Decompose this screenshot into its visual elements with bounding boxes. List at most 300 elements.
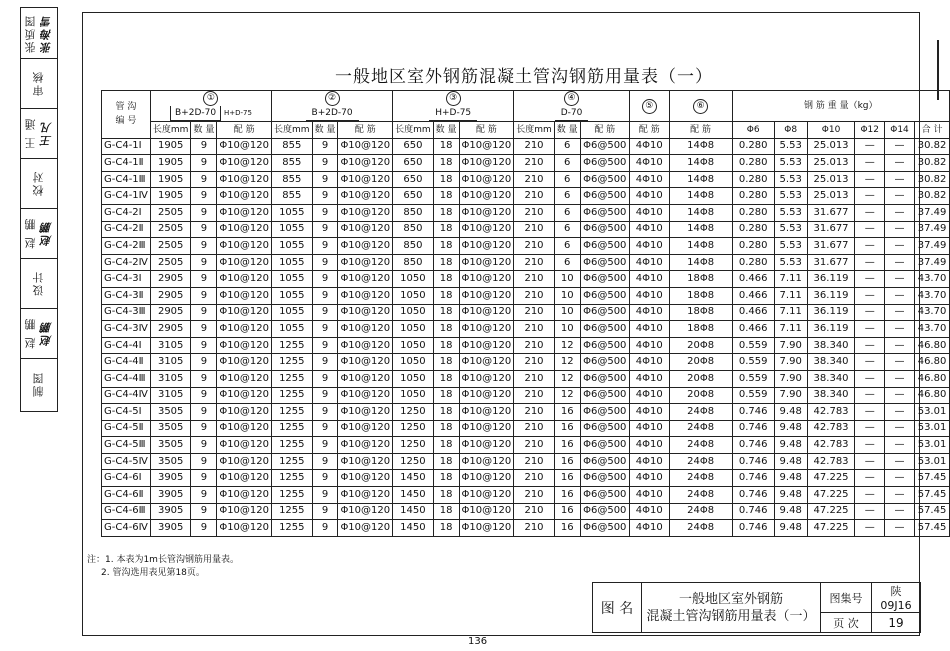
table-cell: 24Φ8 — [669, 437, 732, 454]
design-label: 设计 — [32, 270, 45, 296]
atlas-label: 图集号 — [821, 583, 872, 613]
table-cell: 18 — [433, 155, 459, 172]
header-weight-phi6: Φ6 — [732, 122, 774, 139]
table-cell: Φ10@120 — [459, 188, 514, 205]
table-cell: 16 — [554, 420, 580, 437]
table-cell: — — [855, 204, 885, 221]
table-cell: 1050 — [393, 370, 434, 387]
table-cell: 210 — [514, 221, 555, 238]
table-cell: Φ10@120 — [217, 487, 272, 504]
table-cell: — — [855, 520, 885, 537]
table-cell: 9.48 — [774, 520, 807, 537]
table-cell: — — [855, 420, 885, 437]
table-body — [102, 138, 950, 536]
table-cell: 47.225 — [807, 487, 855, 504]
table-cell: 850 — [393, 238, 434, 255]
table-cell: Φ6@500 — [580, 420, 629, 437]
table-cell: 43.70 — [915, 271, 950, 288]
header-count-3: 数 量 — [433, 122, 459, 139]
table-cell: Φ10@120 — [338, 138, 393, 155]
table-row — [102, 321, 950, 338]
table-cell: 1255 — [272, 387, 313, 404]
table-cell: — — [855, 503, 885, 520]
table-cell: Φ10@120 — [338, 221, 393, 238]
header-weight-phi14: Φ14 — [885, 122, 915, 139]
table-cell: — — [885, 287, 915, 304]
table-cell: 210 — [514, 204, 555, 221]
table-cell: 850 — [393, 204, 434, 221]
table-cell: 37.49 — [915, 221, 950, 238]
table-cell: 42.783 — [807, 453, 855, 470]
table-cell: G-C4-1Ⅰ — [102, 138, 151, 155]
table-cell: 0.746 — [732, 470, 774, 487]
table-cell: Φ10@120 — [217, 138, 272, 155]
table-cell: 4Φ10 — [629, 271, 669, 288]
table-cell: Φ6@500 — [580, 271, 629, 288]
table-cell: 31.677 — [807, 204, 855, 221]
table-cell: Φ10@120 — [459, 520, 514, 537]
table-cell: 24Φ8 — [669, 453, 732, 470]
table-cell: 4Φ10 — [629, 221, 669, 238]
table-cell: 850 — [393, 221, 434, 238]
table-row — [102, 437, 950, 454]
table-cell: 3505 — [150, 420, 191, 437]
table-cell: 210 — [514, 271, 555, 288]
table-cell: G-C4-4Ⅱ — [102, 354, 151, 371]
bar-1-side: H+D-75 — [223, 109, 252, 117]
review-cell — [21, 58, 57, 109]
table-cell: 4Φ10 — [629, 487, 669, 504]
table-cell: 650 — [393, 171, 434, 188]
table-cell: — — [855, 404, 885, 421]
table-cell: Φ10@120 — [459, 221, 514, 238]
table-cell: 20Φ8 — [669, 387, 732, 404]
header-bar-2 — [272, 91, 393, 122]
table-cell: 1055 — [272, 204, 313, 221]
table-cell: 9 — [312, 420, 338, 437]
table-cell: 38.340 — [807, 354, 855, 371]
table-cell: 0.280 — [732, 204, 774, 221]
table-cell: 12 — [554, 387, 580, 404]
table-cell: Φ10@120 — [338, 271, 393, 288]
table-cell: 9 — [312, 271, 338, 288]
table-cell: Φ10@120 — [459, 453, 514, 470]
table-cell: 1055 — [272, 287, 313, 304]
table-cell: 37.49 — [915, 238, 950, 255]
table-cell: Φ10@120 — [217, 404, 272, 421]
table-cell: Φ6@500 — [580, 453, 629, 470]
table-cell: 1255 — [272, 503, 313, 520]
table-cell: 210 — [514, 337, 555, 354]
table-cell: 7.90 — [774, 354, 807, 371]
table-cell: 37.49 — [915, 204, 950, 221]
header-id-label: 编 号 — [115, 116, 137, 127]
header-bar-5 — [629, 91, 669, 122]
table-cell: 38.340 — [807, 370, 855, 387]
table-cell: 18Φ8 — [669, 304, 732, 321]
table-cell: 14Φ8 — [669, 138, 732, 155]
table-cell: Φ10@120 — [217, 254, 272, 271]
table-cell: Φ10@120 — [338, 470, 393, 487]
table-cell: — — [885, 254, 915, 271]
table-cell: 46.80 — [915, 370, 950, 387]
table-cell: Φ6@500 — [580, 254, 629, 271]
table-cell: 30.82 — [915, 188, 950, 205]
table-cell: Φ10@120 — [338, 155, 393, 172]
table-cell: 14Φ8 — [669, 254, 732, 271]
notes — [87, 554, 239, 580]
table-cell: 6 — [554, 188, 580, 205]
bar-2-number: ② — [325, 91, 340, 106]
drafting-label: 制图 — [32, 371, 45, 397]
table-cell: Φ10@120 — [459, 204, 514, 221]
table-cell: 1055 — [272, 321, 313, 338]
table-cell: 4Φ10 — [629, 155, 669, 172]
table-cell: 2905 — [150, 304, 191, 321]
header-length-1: 长度mm — [150, 122, 191, 139]
table-cell: 9 — [312, 287, 338, 304]
table-cell: 1905 — [150, 138, 191, 155]
table-cell: 10 — [554, 321, 580, 338]
table-cell: 9 — [312, 470, 338, 487]
table-cell: 7.11 — [774, 271, 807, 288]
header-weight-phi10: Φ10 — [807, 122, 855, 139]
table-cell: 210 — [514, 155, 555, 172]
table-cell: G-C4-1Ⅳ — [102, 188, 151, 205]
table-cell: G-C4-2Ⅲ — [102, 238, 151, 255]
table-cell: G-C4-2Ⅱ — [102, 221, 151, 238]
table-cell: — — [855, 271, 885, 288]
table-cell: 9.48 — [774, 437, 807, 454]
table-cell: 6 — [554, 254, 580, 271]
table-cell: G-C4-4Ⅰ — [102, 337, 151, 354]
bar-5-number: ⑤ — [642, 99, 657, 114]
table-cell: 1255 — [272, 453, 313, 470]
table-cell: Φ10@120 — [217, 204, 272, 221]
table-cell: Φ6@500 — [580, 520, 629, 537]
table-cell: 9 — [312, 188, 338, 205]
header-rebar-1: 配 筋 — [217, 122, 272, 139]
table-cell: 3105 — [150, 370, 191, 387]
table-cell: 4Φ10 — [629, 370, 669, 387]
table-cell: 10 — [554, 271, 580, 288]
table-cell: 2505 — [150, 238, 191, 255]
table-row — [102, 337, 950, 354]
table-cell: 1055 — [272, 221, 313, 238]
table-cell: 210 — [514, 520, 555, 537]
table-cell: Φ10@120 — [217, 420, 272, 437]
table-cell: 4Φ10 — [629, 138, 669, 155]
table-cell: 9.48 — [774, 404, 807, 421]
table-cell: 4Φ10 — [629, 470, 669, 487]
table-cell: Φ10@120 — [217, 238, 272, 255]
table-cell: 4Φ10 — [629, 453, 669, 470]
table-cell: 650 — [393, 188, 434, 205]
table-cell: 5.53 — [774, 238, 807, 255]
table-cell: 210 — [514, 304, 555, 321]
table-cell: 855 — [272, 155, 313, 172]
table-cell: 4Φ10 — [629, 171, 669, 188]
atlas-number: 陕09J16 — [872, 583, 921, 613]
table-cell: 18 — [433, 188, 459, 205]
table-cell: 1905 — [150, 171, 191, 188]
table-cell: 4Φ10 — [629, 321, 669, 338]
table-cell: 25.013 — [807, 138, 855, 155]
table-row — [102, 404, 950, 421]
table-cell: 9 — [191, 420, 217, 437]
table-cell: 6 — [554, 204, 580, 221]
table-cell: — — [885, 370, 915, 387]
table-cell: G-C4-6Ⅰ — [102, 470, 151, 487]
table-cell: — — [885, 437, 915, 454]
table-cell: 1255 — [272, 337, 313, 354]
table-cell: Φ10@120 — [459, 271, 514, 288]
table-row — [102, 171, 950, 188]
table-cell: G-C4-1Ⅲ — [102, 171, 151, 188]
table-cell: G-C4-1Ⅱ — [102, 155, 151, 172]
table-cell: 855 — [272, 138, 313, 155]
header-weight-phi8: Φ8 — [774, 122, 807, 139]
header-rebar-5: 配 筋 — [629, 122, 669, 139]
table-cell: 24Φ8 — [669, 404, 732, 421]
table-cell: 1055 — [272, 271, 313, 288]
table-cell: 9 — [312, 503, 338, 520]
table-cell: G-C4-4Ⅳ — [102, 387, 151, 404]
table-cell: 7.11 — [774, 304, 807, 321]
table-cell: G-C4-5Ⅰ — [102, 404, 151, 421]
table-cell: 5.53 — [774, 204, 807, 221]
table-cell: Φ6@500 — [580, 487, 629, 504]
table-cell: 4Φ10 — [629, 387, 669, 404]
table-cell: 38.340 — [807, 337, 855, 354]
table-cell: 24Φ8 — [669, 420, 732, 437]
table-row — [102, 520, 950, 537]
table-cell: 16 — [554, 520, 580, 537]
table-cell: 0.280 — [732, 138, 774, 155]
table-cell: 9 — [312, 254, 338, 271]
table-cell: 210 — [514, 354, 555, 371]
table-cell: 18 — [433, 470, 459, 487]
table-row — [102, 453, 950, 470]
table-cell: Φ10@120 — [217, 470, 272, 487]
table-cell: 855 — [272, 188, 313, 205]
table-cell: 53.01 — [915, 437, 950, 454]
table-cell: G-C4-2Ⅰ — [102, 204, 151, 221]
table-cell: 47.225 — [807, 470, 855, 487]
table-cell: 210 — [514, 437, 555, 454]
table-cell: Φ6@500 — [580, 188, 629, 205]
table-cell: 210 — [514, 138, 555, 155]
table-cell: 0.746 — [732, 437, 774, 454]
table-cell: 2905 — [150, 321, 191, 338]
table-cell: 650 — [393, 138, 434, 155]
table-cell: 57.45 — [915, 503, 950, 520]
table-cell: Φ10@120 — [338, 487, 393, 504]
table-cell: Φ10@120 — [459, 503, 514, 520]
table-cell: 5.53 — [774, 188, 807, 205]
table-cell: 9.48 — [774, 487, 807, 504]
rebar-quantity-table — [101, 90, 950, 537]
table-cell: 20Φ8 — [669, 370, 732, 387]
table-cell: 1255 — [272, 470, 313, 487]
table-cell: Φ6@500 — [580, 304, 629, 321]
table-cell: 2505 — [150, 221, 191, 238]
table-cell: 1905 — [150, 155, 191, 172]
designer-signature: 赵鹏 — [40, 320, 53, 346]
bar-2-shape: B+2D-70 — [306, 106, 359, 121]
table-cell: Φ10@120 — [217, 453, 272, 470]
table-cell: 25.013 — [807, 188, 855, 205]
table-cell: Φ10@120 — [459, 321, 514, 338]
table-cell: Φ10@120 — [459, 387, 514, 404]
table-cell: 7.90 — [774, 370, 807, 387]
title-block-name — [642, 583, 821, 633]
table-cell: 9 — [191, 304, 217, 321]
table-cell: 9 — [312, 520, 338, 537]
table-cell: 3905 — [150, 520, 191, 537]
table-cell: 9 — [191, 437, 217, 454]
table-cell: Φ10@120 — [217, 155, 272, 172]
table-cell: Φ6@500 — [580, 470, 629, 487]
title-block — [592, 582, 921, 633]
table-cell: 1255 — [272, 420, 313, 437]
table-cell: 210 — [514, 254, 555, 271]
table-cell: 4Φ10 — [629, 404, 669, 421]
table-cell: Φ10@120 — [338, 337, 393, 354]
table-cell: 9 — [191, 520, 217, 537]
header-row-shapes — [102, 91, 950, 122]
table-cell: 1255 — [272, 487, 313, 504]
table-cell: Φ10@120 — [459, 254, 514, 271]
table-cell: Φ10@120 — [338, 404, 393, 421]
approver-cell — [21, 8, 57, 59]
header-length-4: 长度mm — [514, 122, 555, 139]
table-cell: 4Φ10 — [629, 238, 669, 255]
table-row — [102, 304, 950, 321]
table-cell: 5.53 — [774, 221, 807, 238]
table-row — [102, 138, 950, 155]
table-cell: 2905 — [150, 287, 191, 304]
table-cell: 18 — [433, 221, 459, 238]
table-row — [102, 221, 950, 238]
bar-4-number: ④ — [564, 91, 579, 106]
table-cell: Φ6@500 — [580, 354, 629, 371]
note-2: 2. 管沟选用表见第18页。 — [101, 568, 205, 578]
table-cell: 36.119 — [807, 271, 855, 288]
table-cell: — — [855, 453, 885, 470]
table-cell: — — [855, 487, 885, 504]
table-row — [102, 487, 950, 504]
table-cell: 9 — [312, 321, 338, 338]
table-cell: 1250 — [393, 437, 434, 454]
table-cell: 18 — [433, 171, 459, 188]
table-cell: Φ6@500 — [580, 437, 629, 454]
table-cell: Φ10@120 — [338, 238, 393, 255]
table-cell: Φ10@120 — [459, 138, 514, 155]
table-cell: 18 — [433, 337, 459, 354]
table-cell: 1050 — [393, 387, 434, 404]
table-cell: 14Φ8 — [669, 204, 732, 221]
table-cell: — — [885, 453, 915, 470]
table-cell: 18 — [433, 321, 459, 338]
table-cell: 9 — [312, 437, 338, 454]
table-cell: Φ10@120 — [217, 321, 272, 338]
table-cell: 9 — [191, 138, 217, 155]
table-cell: Φ6@500 — [580, 204, 629, 221]
proofreader-label: 赵 鹏 — [24, 217, 37, 249]
title-block-name-line2: 混凝土管沟钢筋用量表（一） — [646, 608, 816, 624]
table-cell: 9 — [191, 271, 217, 288]
table-cell: 0.280 — [732, 188, 774, 205]
table-cell: G-C4-4Ⅲ — [102, 370, 151, 387]
table-cell: Φ6@500 — [580, 337, 629, 354]
table-cell: Φ6@500 — [580, 321, 629, 338]
table-cell: Φ6@500 — [580, 404, 629, 421]
table-cell: 650 — [393, 155, 434, 172]
table-cell: 210 — [514, 238, 555, 255]
table-cell: 210 — [514, 370, 555, 387]
table-cell: 1055 — [272, 238, 313, 255]
table-cell: 1050 — [393, 271, 434, 288]
table-cell: 10 — [554, 304, 580, 321]
page-title: 一般地区室外钢筋混凝土管沟钢筋用量表（一） — [335, 67, 713, 87]
table-cell: 24Φ8 — [669, 470, 732, 487]
table-cell: G-C4-3Ⅲ — [102, 304, 151, 321]
table-cell: G-C4-3Ⅳ — [102, 321, 151, 338]
table-cell: 3905 — [150, 470, 191, 487]
table-cell: 4Φ10 — [629, 337, 669, 354]
table-cell: 9 — [312, 238, 338, 255]
header-rebar-2: 配 筋 — [338, 122, 393, 139]
table-cell: 47.225 — [807, 520, 855, 537]
table-cell: 9 — [312, 487, 338, 504]
design-cell — [21, 258, 57, 309]
header-trench-label: 管 沟 — [115, 102, 137, 113]
table-cell: 1255 — [272, 370, 313, 387]
table-cell: 4Φ10 — [629, 188, 669, 205]
table-cell: Φ10@120 — [338, 354, 393, 371]
table-cell: 57.45 — [915, 487, 950, 504]
table-cell: 18Φ8 — [669, 321, 732, 338]
header-row-fields — [102, 122, 950, 139]
table-cell: 1050 — [393, 321, 434, 338]
table-row — [102, 354, 950, 371]
table-cell: 0.746 — [732, 404, 774, 421]
approver-signature: 张海雪 — [40, 13, 53, 53]
table-cell: 1255 — [272, 354, 313, 371]
table-cell: 2505 — [150, 204, 191, 221]
table-cell: G-C4-3Ⅰ — [102, 271, 151, 288]
table-cell: — — [885, 337, 915, 354]
table-cell: 20Φ8 — [669, 337, 732, 354]
table-cell: 14Φ8 — [669, 238, 732, 255]
table-cell: 9 — [191, 354, 217, 371]
table-cell: 31.677 — [807, 221, 855, 238]
table-cell: Φ6@500 — [580, 287, 629, 304]
drafting-cell — [21, 358, 57, 410]
table-cell: 12 — [554, 370, 580, 387]
table-cell: 1450 — [393, 520, 434, 537]
table-row — [102, 470, 950, 487]
table-cell: 3505 — [150, 404, 191, 421]
table-cell: 14Φ8 — [669, 188, 732, 205]
table-cell: 53.01 — [915, 404, 950, 421]
table-cell: 6 — [554, 171, 580, 188]
table-cell: — — [855, 304, 885, 321]
table-cell: 5.53 — [774, 171, 807, 188]
table-cell: G-C4-5Ⅳ — [102, 453, 151, 470]
table-cell: Φ10@120 — [459, 470, 514, 487]
